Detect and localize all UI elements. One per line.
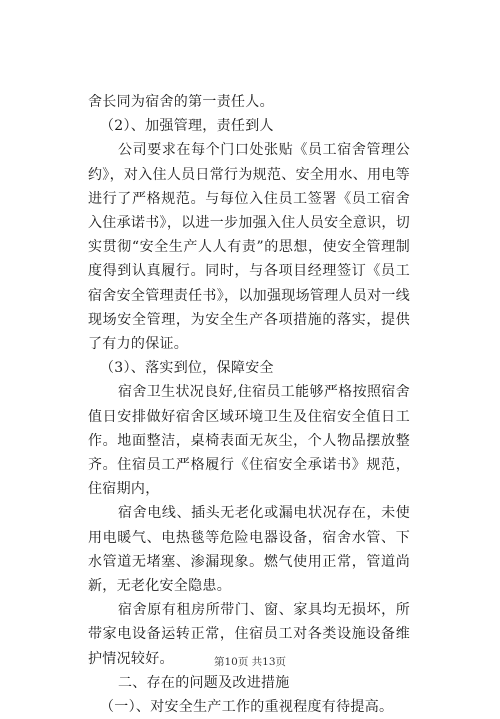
paragraph-management-rules: 公司要求在每个门口处张贴《员工宿舍管理公约》，对入住人员日常行为规范、安全用水、用电等进行了严格规范。与每位入住员工签署《员工宿舍入住承诺书》，以进一步加强入住人员安全意识，切实贯彻“安全生产人人有责”的思想，使安全管理制度得到认真履行。同时，与各项目经理签订《员工宿舍安全管理责任书》，以加强现场管理人员对一线现场安全管理，为安全生产各项措施的落实，提供了有力的保证。: [88, 142, 410, 353]
section-heading-problems: 二、存在的问题及改进措施: [118, 674, 290, 691]
paragraph-facilities: 宿舍原有租房所带门、窗、家具均无损坏，所带家电设备运转正常，住宿员工对各类设施设备维护情况较好。: [88, 602, 410, 667]
paragraph-hygiene: 宿舍卫生状况良好,住宿员工能够严格按照宿舍值日安排做好宿舍区域环境卫生及住宿安全值日工作。地面整洁，桌椅表面无灰尘，个人物品摆放整齐。住宿员工严格履行《住宿安全承诺书》规范，住宿期内，: [88, 384, 410, 498]
page-number-footer: 第10页 共13页: [213, 656, 287, 668]
subsection-heading-attention: （一）、对安全生产工作的重视程度有待提高。: [100, 699, 394, 716]
section-heading-implementation: （3）、落实到位，保障安全: [100, 360, 274, 377]
section-heading-management: （2）、加强管理，责任到人: [100, 118, 274, 135]
paragraph-electrical-safety: 宿舍电线、插头无老化或漏电状况存在，未使用电暖气、电热毯等危险电器设备，宿舍水管、下水管道无堵塞、渗漏现象。燃气使用正常，管道尚新，无老化安全隐患。: [88, 505, 410, 595]
page-body: [88, 90, 410, 719]
paragraph-continuation: 舍长同为宿舍的第一责任人。: [88, 94, 274, 110]
